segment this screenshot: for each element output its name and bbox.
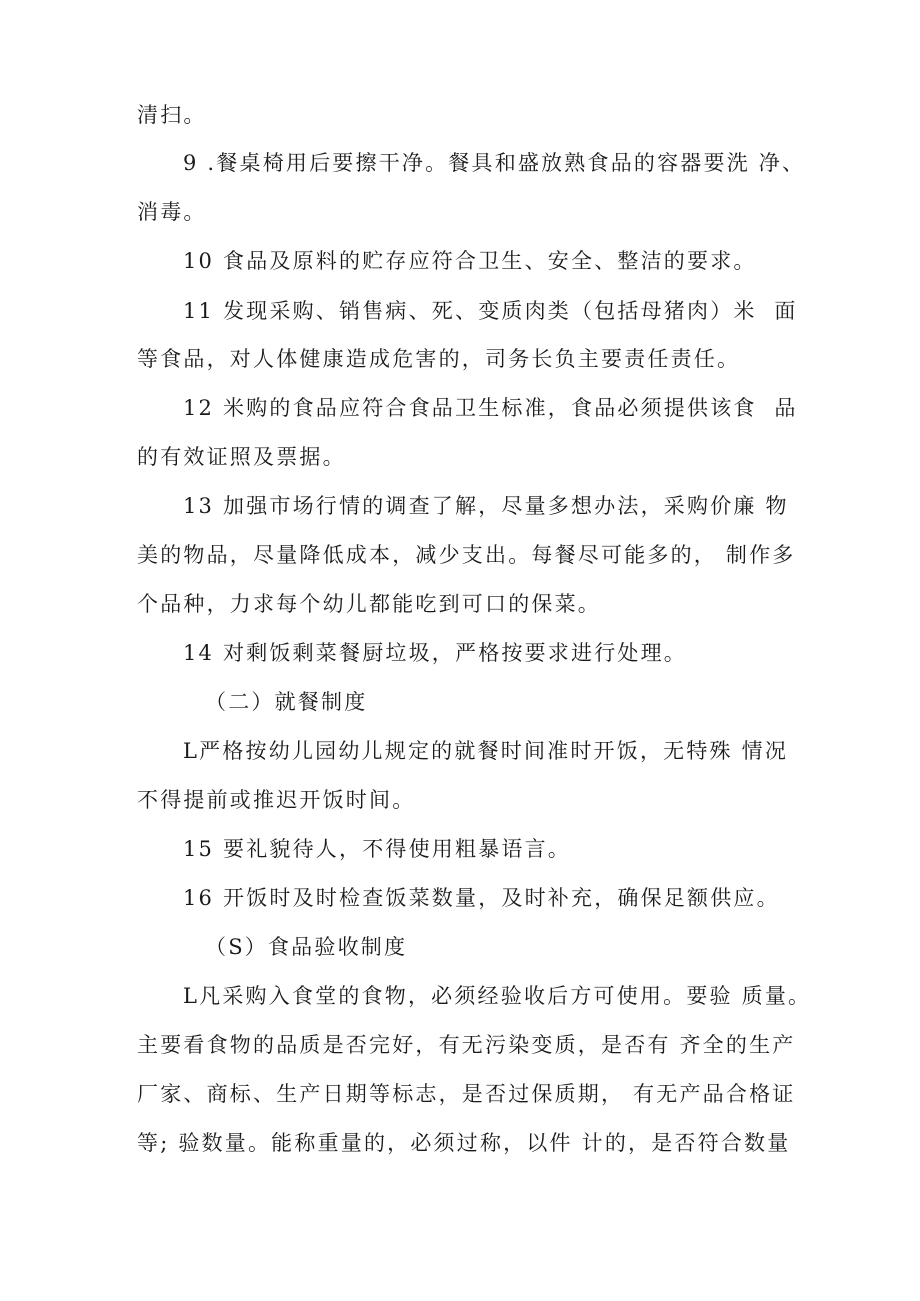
text-line: 清扫。 [137, 103, 207, 127]
text-line: 等食品，对人体健康造成危害的，司务长负主要责任责任。 [137, 347, 741, 371]
text-line: 12 米购的食品应符合食品卫生标准，食品必须提供该食 品 [183, 396, 798, 420]
text-line: L凡采购入食堂的食物，必须经验收后方可使用。要验 质量。 [183, 984, 812, 1008]
text-line: 等; 验数量。能称重量的，必须过称，以件 计的，是否符合数量 [137, 1131, 791, 1155]
text-line: 16 开饭时及时检查饭菜数量，及时补充，确保足额供应。 [183, 886, 780, 910]
text-line: 15 要礼貌待人，不得使用粗暴语言。 [183, 837, 571, 861]
text-line: 不得提前或推迟开饭时间。 [137, 788, 416, 812]
text-line: 主要看食物的品质是否完好，有无污染变质，是否有 齐全的生产 [137, 1033, 796, 1057]
text-line: 厂家、商标、生产日期等标志，是否过保质期， 有无产品合格证 [137, 1082, 796, 1106]
section-heading: （二）就餐制度 [205, 690, 368, 714]
text-line: 个品种，力求每个幼儿都能吃到可口的保菜。 [137, 592, 601, 616]
text-line: 13 加强市场行情的调查了解，尽量多想办法，采购价廉 物 [183, 494, 789, 518]
text-line: 9 .餐桌椅用后要擦干净。餐具和盛放熟食品的容器要洗 净、 [183, 151, 806, 175]
text-line: 的有效证照及票据。 [137, 445, 346, 469]
text-line: 10 食品及原料的贮存应符合卫生、安全、整洁的要求。 [183, 249, 757, 273]
text-line: 14 对剩饭剩菜餐厨垃圾，严格按要求进行处理。 [183, 641, 687, 665]
text-line: L严格按幼儿园幼儿规定的就餐时间准时开饭，无特殊 情况 [183, 739, 789, 763]
text-line: 美的物品，尽量降低成本，减少支出。每餐尽可能多的， 制作多 [137, 543, 796, 567]
text-line: 消毒。 [137, 200, 207, 224]
section-heading: （S）食品验收制度 [205, 935, 408, 959]
text-line: 11 发现采购、销售病、死、变质肉类（包括母猪肉）米 面 [183, 299, 798, 323]
